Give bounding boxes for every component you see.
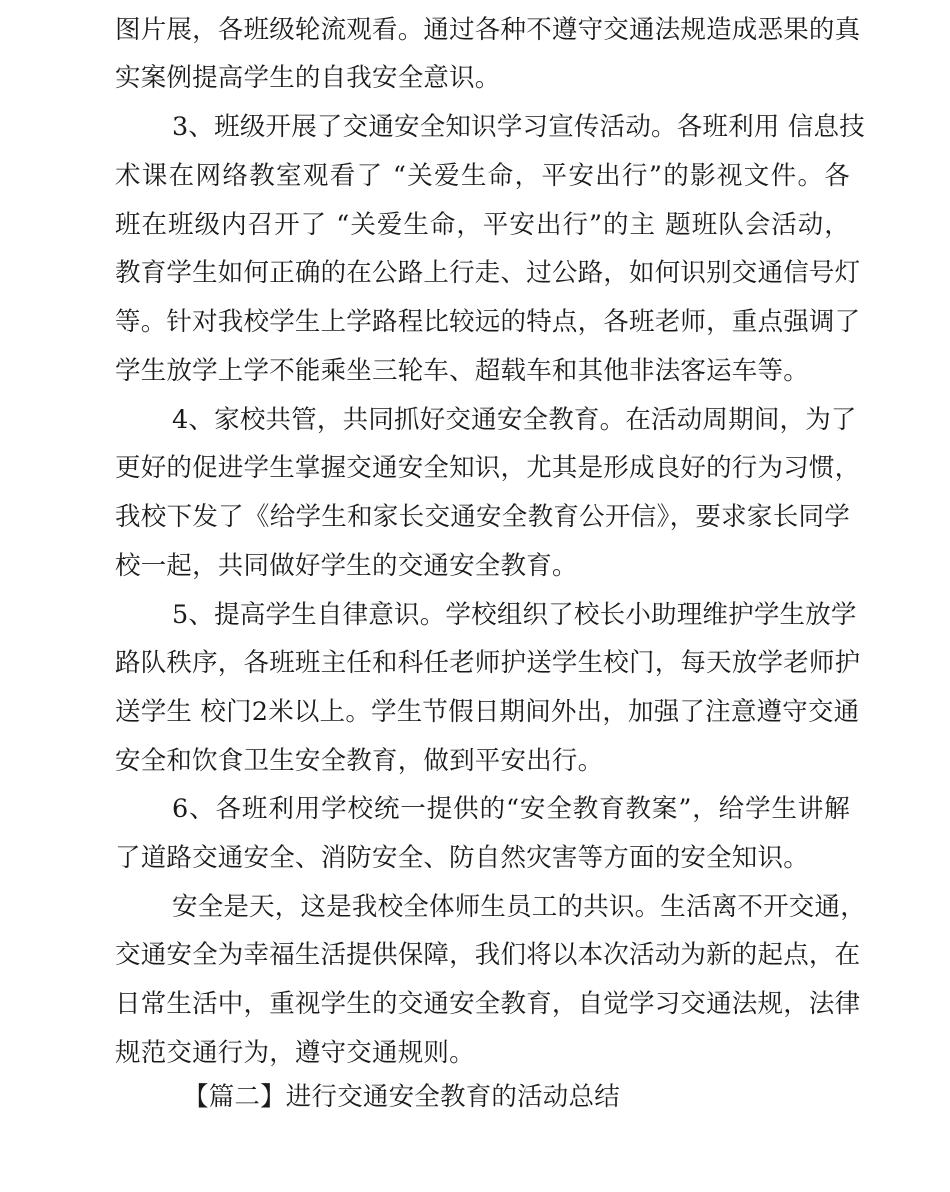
- section-heading: 【篇二】进行交通安全教育的活动总结: [183, 1082, 620, 1112]
- text-line: 图片展，各班级轮流观看。通过各种不遵守交通法规造成恶果的真: [115, 15, 861, 45]
- text-line: 安全和饮食卫生安全教育，做到平安出行。: [115, 746, 604, 776]
- text-line: 路队秩序，各班班主任和科任老师护送学生校门，每天放学老师护: [115, 648, 861, 678]
- paragraph-4-start: 4、家校共管，共同抓好交通安全教育。在活动周期间，为了: [172, 405, 857, 435]
- paragraph-5-start: 5、提高学生自律意识。学校组织了校长小助理维护学生放学: [172, 600, 857, 630]
- text-line: 日常生活中，重视学生的交通安全教育，自觉学习交通法规，法律: [115, 989, 861, 1019]
- closing-paragraph-start: 安全是天，这是我校全体师生员工的共识。生活离不开交通，: [172, 892, 866, 922]
- text-line: 实案例提高学生的自我安全意识。: [115, 63, 501, 93]
- text-line: 我校下发了《给学生和家长交通安全教育公开信》，要求家长同学: [115, 502, 850, 532]
- text-line: 班在班级内召开了 “关爱生命，平安出行”的主 题班队会活动，: [115, 210, 850, 240]
- text-line: 交通安全为幸福生活提供保障，我们将以本次活动为新的起点，在: [115, 940, 861, 970]
- text-line: 学生放学上学不能乘坐三轮车、超载车和其他非法客运车等。: [115, 356, 809, 386]
- paragraph-6-start: 6、各班利用学校统一提供的“安全教育教案”，给学生讲解: [172, 794, 850, 824]
- text-line: 校一起，共同做好学生的交通安全教育。: [115, 551, 578, 581]
- text-line: 规范交通行为，遵守交通规则。: [115, 1038, 475, 1068]
- text-line: 更好的促进学生掌握交通安全知识，尤其是形成良好的行为习惯，: [115, 453, 861, 483]
- text-line: 送学生 校门2米以上。学生节假日期间外出，加强了注意遵守交通: [115, 697, 860, 727]
- paragraph-3-start: 3、班级开展了交通安全知识学习宣传活动。各班利用 信息技: [172, 112, 865, 142]
- text-line: 了道路交通安全、消防安全、防自然灾害等方面的安全知识。: [115, 843, 809, 873]
- text-line: 术课在网络教室观看了 “关爱生命，平安出行”的影视文件。各: [115, 161, 850, 191]
- text-line: 等。针对我校学生上学路程比较远的特点，各班老师，重点强调了: [115, 307, 861, 337]
- text-line: 教育学生如何正确的在公路上行走、过公路，如何识别交通信号灯: [115, 258, 861, 288]
